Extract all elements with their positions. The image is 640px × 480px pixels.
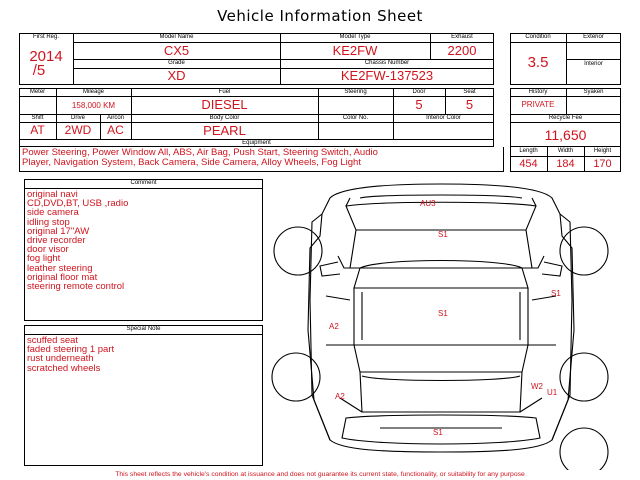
- equipment-line-1: Power Steering, Power Window All, ABS, Air Bag, Push Start, Steering Switch, Audio: [22, 147, 378, 158]
- syaken-label: Syaken: [583, 89, 604, 95]
- exterior-label: Exterior: [583, 34, 604, 40]
- car-damage-diagram: [268, 178, 628, 470]
- damage-mark-s1-hood: S1: [438, 230, 448, 239]
- exhaust-label: Exhaust: [451, 34, 473, 40]
- seat-value: 5: [465, 97, 474, 112]
- comment-item: side camera: [27, 207, 79, 219]
- door-value: 5: [415, 97, 423, 112]
- damage-mark-u1: U1: [547, 388, 558, 397]
- comment-item: door visor: [27, 244, 69, 256]
- comment-item: CD,DVD,BT, USB ,radio: [27, 198, 129, 210]
- comment-item: original 17"AW: [27, 225, 90, 237]
- exhaust-value: 2200: [447, 43, 477, 58]
- drive-value: 2WD: [64, 123, 92, 137]
- spare-wheel: [560, 428, 608, 470]
- shift-value: AT: [30, 123, 45, 137]
- damage-mark-s1-roof: S1: [438, 309, 448, 318]
- rear-left-wheel: [272, 353, 320, 401]
- steering-label: Steering: [344, 89, 367, 95]
- grade-label: Grade: [168, 60, 185, 66]
- equipment-label: Equipment: [242, 140, 271, 146]
- special-note-list: [27, 336, 261, 373]
- front-right-wheel: [560, 227, 608, 275]
- color-no-label: Color No.: [342, 115, 369, 121]
- comment-item: drive recorder: [27, 235, 86, 247]
- damage-mark-w2: W2: [531, 382, 543, 391]
- first-reg-month: /5: [32, 62, 46, 79]
- comment-item: leather steering: [27, 262, 93, 274]
- special-note-item: scratched wheels: [27, 362, 101, 374]
- chassis-number-value: KE2FW-137523: [340, 68, 434, 83]
- history-label: History: [528, 89, 548, 95]
- comment-item: original navi: [27, 189, 78, 200]
- damage-mark-s1-right-front: S1: [551, 289, 561, 298]
- special-note-item: faded steering 1 part: [27, 344, 115, 356]
- comment-item: original floor mat: [27, 271, 98, 283]
- seat-label: Seat: [463, 89, 476, 95]
- length-label: Length: [519, 148, 538, 154]
- comment-item: steering remote control: [27, 281, 125, 293]
- body-color-label: Body Color: [209, 115, 240, 121]
- comment-list: [27, 190, 261, 291]
- condition-value: 3.5: [527, 54, 549, 71]
- comment-item: idling stop: [27, 216, 70, 228]
- front-left-wheel: [274, 227, 322, 275]
- aircon-value: AC: [107, 123, 124, 137]
- height-label: Height: [593, 148, 612, 154]
- special-note-item: rust underneath: [27, 353, 94, 365]
- mileage-label: Mileage: [82, 89, 104, 95]
- damage-mark-a2-left-rear: A2: [335, 392, 345, 401]
- aircon-label: Aircon: [106, 115, 124, 121]
- recycle-fee-value: 11,650: [544, 127, 587, 143]
- interior-label: Interior: [584, 61, 603, 67]
- grade-value: XD: [167, 68, 186, 83]
- damage-mark-s1-rear: S1: [433, 428, 443, 437]
- fuel-label: Fuel: [218, 89, 231, 95]
- damage-mark-au3: AU3: [420, 199, 436, 208]
- chassis-number-label: Chassis Number: [364, 60, 410, 66]
- special-note-item: scuffed seat: [27, 335, 79, 346]
- damage-mark-a2-left: A2: [329, 322, 339, 331]
- fuel-value: DIESEL: [201, 97, 248, 112]
- comment-label: Comment: [130, 180, 157, 186]
- first-reg-label: First Reg.: [32, 34, 59, 40]
- length-value: 454: [519, 158, 538, 170]
- height-value: 170: [593, 158, 612, 170]
- comment-item: fog light: [27, 253, 61, 265]
- condition-label: Condition: [525, 34, 551, 40]
- history-value: PRIVATE: [521, 100, 555, 109]
- special-note-label: Special Note: [126, 326, 161, 332]
- page-title: Vehicle Information Sheet: [217, 7, 423, 25]
- first-reg-year: 2014: [29, 48, 63, 65]
- body-color-value: PEARL: [203, 123, 246, 138]
- rear-right-wheel: [560, 353, 608, 401]
- model-name-value: CX5: [163, 43, 190, 58]
- model-type-label: Model Type: [339, 34, 371, 40]
- disclaimer: This sheet reflects the vehicle's condition at issuance and does not guarantee its current state, functionality, or suitability for any purpose: [115, 471, 525, 478]
- shift-label: Shift: [31, 115, 44, 121]
- model-type-value: KE2FW: [332, 43, 378, 58]
- door-label: Door: [412, 89, 426, 95]
- mileage-value: 158,000 KM: [71, 101, 116, 110]
- interior-color-label: Interior Color: [426, 115, 461, 121]
- recycle-fee-label: Recycle Fee: [548, 115, 583, 121]
- model-name-label: Model Name: [159, 34, 194, 40]
- width-value: 184: [556, 158, 575, 170]
- meter-label: Meter: [29, 89, 46, 95]
- equipment-line-2: Player, Navigation System, Back Camera, Side Camera, Alloy Wheels, Fog Light: [22, 157, 361, 168]
- width-label: Width: [557, 148, 574, 154]
- drive-label: Drive: [70, 115, 85, 121]
